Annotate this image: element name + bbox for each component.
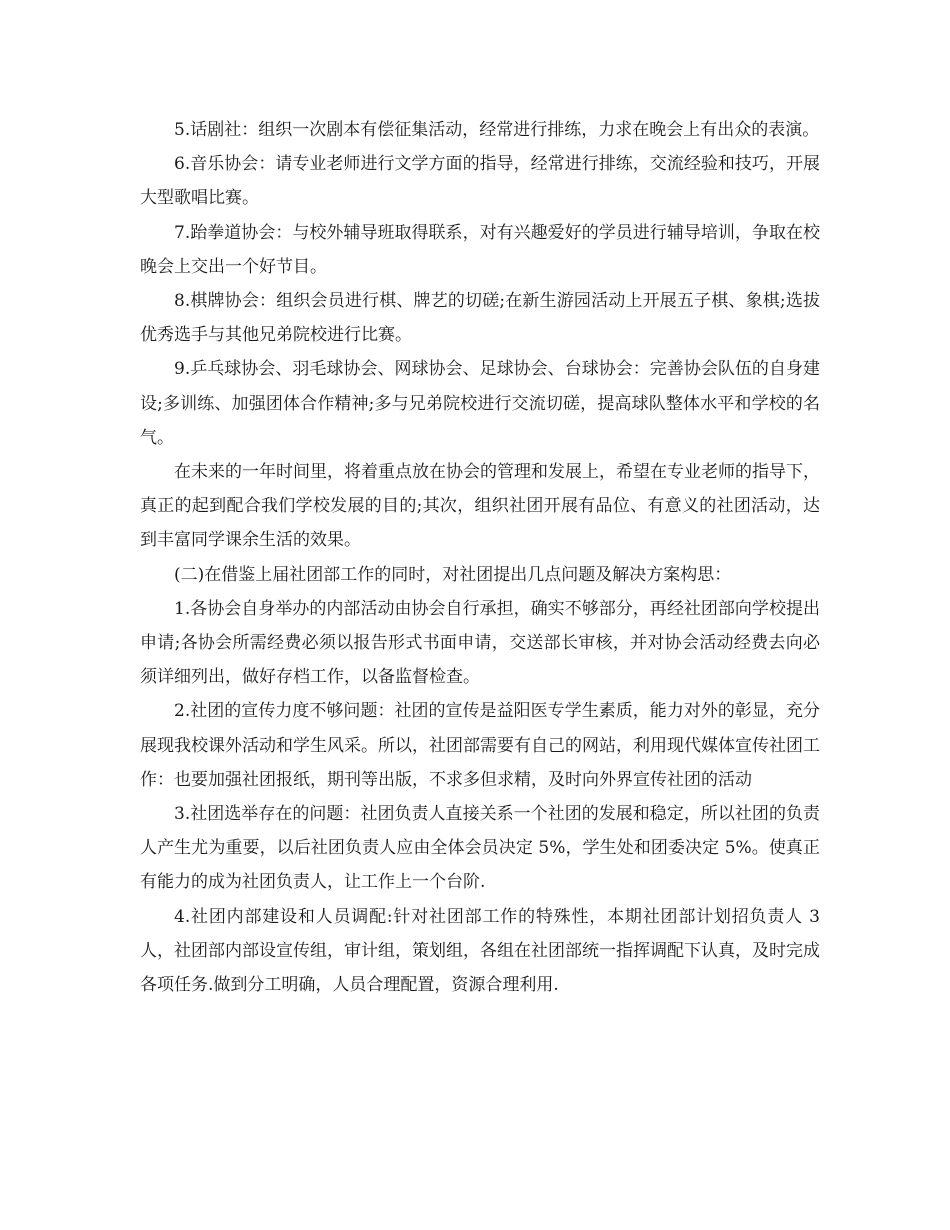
paragraph-future-plan: 在未来的一年时间里，将着重点放在协会的管理和发展上，希望在专业老师的指导下，真正的起到配合我们学校发展的目的;其次，组织社团开展有品位、有意义的社团活动，达到丰富同学课余生活的效果。 xyxy=(140,462,820,551)
paragraph-election: 3.社团选举存在的问题：社团负责人直接关系一个社团的发展和稳定，所以社团的负责人产生尤为重要，以后社团负责人应由全体会员决定 5%，学生处和团委决定 5%。使真正有能力的成为社团负责人，让工作上一个台阶. xyxy=(140,804,820,893)
paragraph-internal-structure: 4.社团内部建设和人员调配:针对社团部工作的特殊性，本期社团部计划招负责人 3 人，社团部内部设宣传组，审计组，策划组，各组在社团部统一指挥调配下认真，及时完成各项任务.做到分工明确，人员合理配置，资源合理利用. xyxy=(140,906,820,996)
paragraph-music-association: 6.音乐协会：请专业老师进行文学方面的指导，经常进行排练，交流经验和技巧，开展大型歌唱比赛。 xyxy=(140,154,820,209)
paragraph-ball-associations: 9.乒乓球协会、羽毛球协会、网球协会、足球协会、台球协会：完善协会队伍的自身建设;多训练、加强团体合作精神;多与兄弟院校进行交流切磋，提高球队整体水平和学校的名气。 xyxy=(140,359,820,448)
paragraph-drama-club: 5.话剧社：组织一次剧本有偿征集活动，经常进行排练，力求在晚会上有出众的表演。 xyxy=(174,120,820,140)
document-body xyxy=(140,113,820,1002)
paragraph-taekwondo-association: 7.跆拳道协会：与校外辅导班取得联系，对有兴趣爱好的学员进行辅导培训，争取在校晚会上交出一个好节目。 xyxy=(140,222,820,277)
paragraph-funding: 1.各协会自身举办的内部活动由协会自行承担，确实不够部分，再经社团部向学校提出申请;各协会所需经费必须以报告形式书面申请，交送部长审核，并对协会活动经费去向必须详细列出，做好存档工作，以备监督检查。 xyxy=(140,598,820,688)
paragraph-publicity: 2.社团的宣传力度不够问题：社团的宣传是益阳医专学生素质，能力对外的彰显，充分展现我校课外活动和学生风采。所以，社团部需要有自己的网站，利用现代媒体宣传社团工作：也要加强社团报纸，期刊等出版，不求多但求精，及时向外界宣传社团的活动 xyxy=(140,701,820,790)
paragraph-chess-association: 8.棋牌协会：组织会员进行棋、牌艺的切磋;在新生游园活动上开展五子棋、象棋;选拔优秀选手与其他兄弟院校进行比赛。 xyxy=(140,291,820,346)
paragraph-section-heading: (二)在借鉴上届社团部工作的同时，对社团提出几点问题及解决方案构思： xyxy=(174,564,732,585)
